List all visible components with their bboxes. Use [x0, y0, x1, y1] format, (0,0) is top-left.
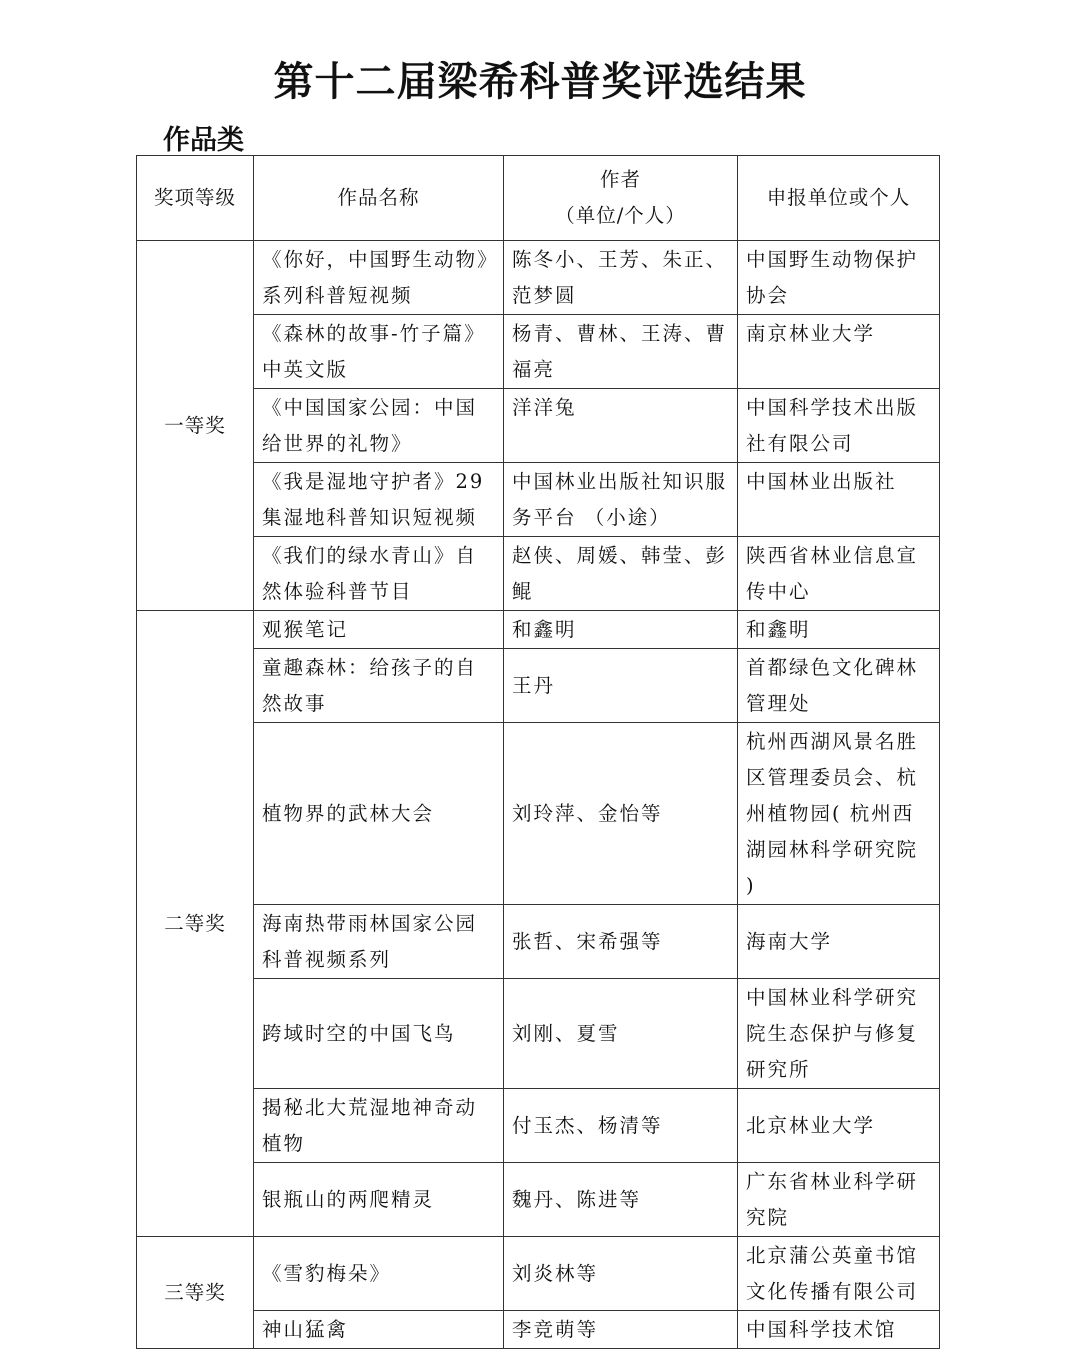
- section-label: 作品类: [163, 125, 244, 156]
- author: 洋洋兔: [504, 389, 738, 463]
- author: 刘炎林等: [504, 1237, 738, 1311]
- page-title: 第十二届梁希科普奖评选结果: [273, 58, 807, 105]
- unit: 中国野生动物保护协会: [738, 241, 940, 315]
- author: 杨青、曹林、王涛、曹福亮: [504, 315, 738, 389]
- unit: 中国科学技术馆: [738, 1311, 940, 1349]
- work-name: 《森林的故事-竹子篇》中英文版: [254, 315, 504, 389]
- header-unit: 申报单位或个人: [738, 156, 940, 241]
- author: 张哲、宋希强等: [504, 905, 738, 979]
- unit: 中国林业出版社: [738, 463, 940, 537]
- grade-third: 三等奖: [137, 1237, 254, 1349]
- table-header-row: [137, 156, 940, 241]
- unit: 北京蒲公英童书馆文化传播有限公司: [738, 1237, 940, 1311]
- table-row: [137, 241, 940, 315]
- work-name: 神山猛禽: [254, 1311, 504, 1349]
- author: 魏丹、陈进等: [504, 1163, 738, 1237]
- unit: 中国林业科学研究院生态保护与修复研究所: [738, 979, 940, 1089]
- unit: 首都绿色文化碑林管理处: [738, 649, 940, 723]
- grade-second: 二等奖: [137, 611, 254, 1237]
- author: 中国林业出版社知识服务平台 （小途）: [504, 463, 738, 537]
- table-row: [137, 1089, 940, 1163]
- author: 付玉杰、杨清等: [504, 1089, 738, 1163]
- work-name: 《你好，中国野生动物》系列科普短视频: [254, 241, 504, 315]
- table-row: [137, 315, 940, 389]
- work-name: 《我是湿地守护者》29集湿地科普知识短视频: [254, 463, 504, 537]
- unit: 北京林业大学: [738, 1089, 940, 1163]
- author: 刘玲萍、金怡等: [504, 723, 738, 905]
- header-author-line1: 作者: [599, 168, 641, 191]
- table-row: [137, 1163, 940, 1237]
- unit: 中国科学技术出版社有限公司: [738, 389, 940, 463]
- table-row: [137, 1311, 940, 1349]
- table-row: [137, 649, 940, 723]
- unit: 杭州西湖风景名胜区管理委员会、杭州植物园( 杭州西湖园林科学研究院 ): [738, 723, 940, 905]
- work-name: 揭秘北大荒湿地神奇动植物: [254, 1089, 504, 1163]
- unit: 广东省林业科学研究院: [738, 1163, 940, 1237]
- author: 陈冬小、王芳、朱正、范梦圆: [504, 241, 738, 315]
- table-row: [137, 611, 940, 649]
- author: 刘刚、夏雪: [504, 979, 738, 1089]
- work-name: 海南热带雨林国家公园科普视频系列: [254, 905, 504, 979]
- unit: 和鑫明: [738, 611, 940, 649]
- work-name: 《中国国家公园：中国给世界的礼物》: [254, 389, 504, 463]
- table-row: [137, 979, 940, 1089]
- work-name: 童趣森林：给孩子的自然故事: [254, 649, 504, 723]
- header-author-line2: （单位/个人）: [555, 204, 686, 227]
- header-work: 作品名称: [254, 156, 504, 241]
- unit: 陕西省林业信息宣传中心: [738, 537, 940, 611]
- table-row: [137, 1237, 940, 1311]
- work-name: 银瓶山的两爬精灵: [254, 1163, 504, 1237]
- header-author: [504, 156, 738, 241]
- table-row: [137, 905, 940, 979]
- author: 王丹: [504, 649, 738, 723]
- work-name: 《我们的绿水青山》自然体验科普节目: [254, 537, 504, 611]
- table-row: [137, 463, 940, 537]
- grade-first: 一等奖: [137, 241, 254, 611]
- work-name: 植物界的武林大会: [254, 723, 504, 905]
- table-row: [137, 723, 940, 905]
- author: 赵侠、周媛、韩莹、彭鲲: [504, 537, 738, 611]
- awards-table: [136, 155, 940, 1349]
- author: 李竞萌等: [504, 1311, 738, 1349]
- work-name: 观猴笔记: [254, 611, 504, 649]
- work-name: 《雪豹梅朵》: [254, 1237, 504, 1311]
- table-row: [137, 389, 940, 463]
- work-name: 跨域时空的中国飞鸟: [254, 979, 504, 1089]
- unit: 海南大学: [738, 905, 940, 979]
- author: 和鑫明: [504, 611, 738, 649]
- header-grade: 奖项等级: [137, 156, 254, 241]
- table-row: [137, 537, 940, 611]
- unit: 南京林业大学: [738, 315, 940, 389]
